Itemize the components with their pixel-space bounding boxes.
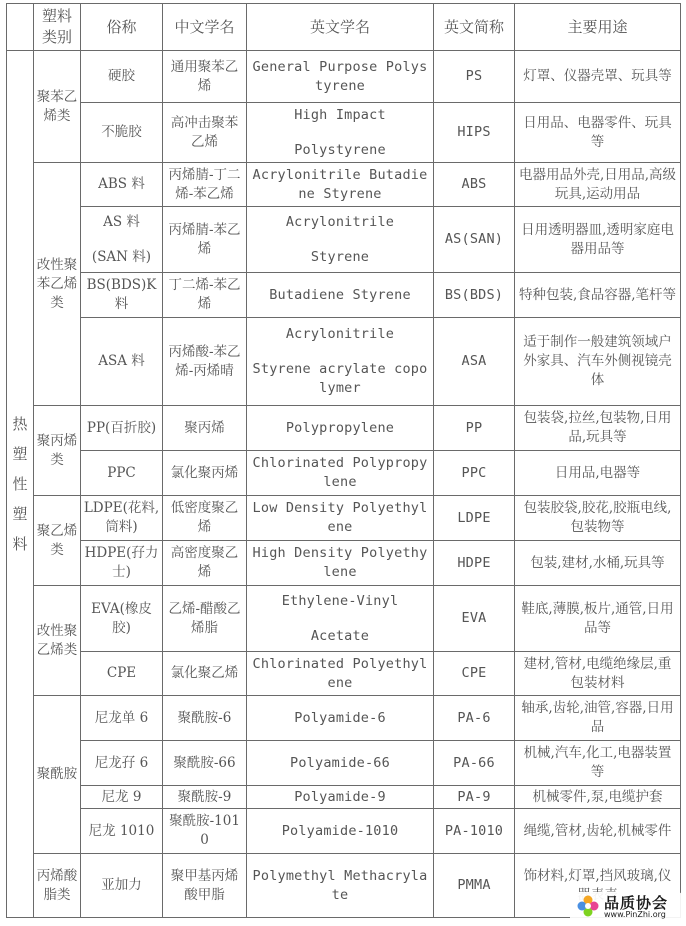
- english-name: High Density Polyethylene: [247, 541, 434, 586]
- chinese-name: 乙烯-醋酸乙烯脂: [163, 586, 247, 652]
- chinese-name: 丁二烯-苯乙烯: [163, 273, 247, 318]
- english-name: Low Density Polyethylene: [247, 496, 434, 541]
- english-name: Polyamide-1010: [247, 809, 434, 854]
- common-name: EVA(橡皮胶): [81, 586, 163, 652]
- header-common-name: 俗称: [81, 4, 163, 51]
- table-row: [7, 541, 681, 586]
- abbreviation: CPE: [434, 652, 515, 696]
- common-name: 尼龙 9: [81, 786, 163, 809]
- chinese-name: 聚甲基丙烯酸甲脂: [163, 854, 247, 918]
- abbreviation: AS(SAN): [434, 207, 515, 273]
- table-row: [7, 586, 681, 652]
- abbreviation: ABS: [434, 163, 515, 207]
- english-name: Acrylonitrile Styrene acrylate copolymer: [247, 318, 434, 406]
- table-row: [7, 741, 681, 786]
- english-name: Acrylonitrile Butadiene Styrene: [247, 163, 434, 207]
- usage: 建材,管材,电缆绝缘层,重包装材料: [515, 652, 681, 696]
- plastics-table: [6, 3, 681, 918]
- usage: 机械零件,泵,电缆护套: [515, 786, 681, 809]
- english-name: Chlorinated Polyethylene: [247, 652, 434, 696]
- common-name: 尼龙单 6: [81, 696, 163, 741]
- abbreviation: BS(BDS): [434, 273, 515, 318]
- header-chinese-name: 中文学名: [163, 4, 247, 51]
- usage: 鞋底,薄膜,板片,通管,日用品等: [515, 586, 681, 652]
- usage: 包装胶袋,胶花,胶瓶电线,包装物等: [515, 496, 681, 541]
- header-type: 塑料类别: [34, 4, 81, 51]
- abbreviation: PA-66: [434, 741, 515, 786]
- english-name: Polypropylene: [247, 406, 434, 451]
- abbreviation: HIPS: [434, 103, 515, 163]
- watermark-url: www.PinZhi.org: [604, 910, 666, 919]
- table-row: [7, 51, 681, 103]
- english-name: High Impact Polystyrene: [247, 103, 434, 163]
- common-name: AS 料 (SAN 料): [81, 207, 163, 273]
- chinese-name: 聚丙烯: [163, 406, 247, 451]
- usage: 电器用品外壳,日用品,高级玩具,运动用品: [515, 163, 681, 207]
- common-name: 亚加力: [81, 854, 163, 918]
- common-name: PP(百折胶): [81, 406, 163, 451]
- table-row: [7, 163, 681, 207]
- usage: 包装袋,拉丝,包装物,日用品,玩具等: [515, 406, 681, 451]
- common-name: 尼龙 1010: [81, 809, 163, 854]
- common-name: 尼龙孖 6: [81, 741, 163, 786]
- abbreviation: PPC: [434, 451, 515, 496]
- table-row: [7, 406, 681, 451]
- common-name: ABS 料: [81, 163, 163, 207]
- table-row: [7, 451, 681, 496]
- usage: 适于制作一般建筑领域户外家具、汽车外侧视镜壳体: [515, 318, 681, 406]
- chinese-name: 丙烯酸-苯乙烯-丙烯晴: [163, 318, 247, 406]
- usage: 包装,建材,水桶,玩具等: [515, 541, 681, 586]
- table-row: [7, 809, 681, 854]
- common-name: PPC: [81, 451, 163, 496]
- chinese-name: 聚酰胺-66: [163, 741, 247, 786]
- common-name: 不脆胶: [81, 103, 163, 163]
- group-acrylic: 丙烯酸脂类: [34, 854, 81, 918]
- english-name: Polyamide-9: [247, 786, 434, 809]
- table-row: [7, 207, 681, 273]
- header-usage: 主要用途: [515, 4, 681, 51]
- chinese-name: 高冲击聚苯乙烯: [163, 103, 247, 163]
- usage: 绳缆,管材,齿轮,机械零件: [515, 809, 681, 854]
- usage: 机械,汽车,化工,电器装置等: [515, 741, 681, 786]
- common-name: LDPE(花料,筒料): [81, 496, 163, 541]
- watermark: [570, 892, 682, 922]
- header-english-name: 英文学名: [247, 4, 434, 51]
- abbreviation: HDPE: [434, 541, 515, 586]
- english-name: Polyamide-66: [247, 741, 434, 786]
- table-row: [7, 496, 681, 541]
- chinese-name: 通用聚苯乙烯: [163, 51, 247, 103]
- common-name: 硬胶: [81, 51, 163, 103]
- flower-logo-icon: [576, 894, 600, 918]
- usage: 灯罩、仪器壳罩、玩具等: [515, 51, 681, 103]
- table-row: [7, 696, 681, 741]
- header-blank: [7, 4, 34, 51]
- english-name: Polyamide-6: [247, 696, 434, 741]
- chinese-name: 低密度聚乙烯: [163, 496, 247, 541]
- english-name: Acrylonitrile Styrene: [247, 207, 434, 273]
- english-name: Chlorinated Polypropylene: [247, 451, 434, 496]
- abbreviation: PS: [434, 51, 515, 103]
- watermark-title: 品质协会: [604, 894, 669, 912]
- english-name: Butadiene Styrene: [247, 273, 434, 318]
- abbreviation: PMMA: [434, 854, 515, 918]
- abbreviation: PA-1010: [434, 809, 515, 854]
- abbreviation: PP: [434, 406, 515, 451]
- header-abbreviation: 英文简称: [434, 4, 515, 51]
- abbreviation: EVA: [434, 586, 515, 652]
- chinese-name: 氯化聚乙烯: [163, 652, 247, 696]
- chinese-name: 丙烯腈-苯乙烯: [163, 207, 247, 273]
- group-polystyrene: 聚苯乙烯类: [34, 51, 81, 163]
- chinese-name: 聚酰胺-1010: [163, 809, 247, 854]
- usage: 日用透明器皿,透明家庭电器用品等: [515, 207, 681, 273]
- english-name: Polymethyl Methacrylate: [247, 854, 434, 918]
- abbreviation: ASA: [434, 318, 515, 406]
- header-row: [7, 4, 681, 51]
- common-name: BS(BDS)K 料: [81, 273, 163, 318]
- usage: 日用品,电器等: [515, 451, 681, 496]
- group-modified-polystyrene: 改性聚苯乙烯类: [34, 163, 81, 406]
- chinese-name: 聚酰胺-6: [163, 696, 247, 741]
- table-row: [7, 103, 681, 163]
- table-row: [7, 318, 681, 406]
- common-name: CPE: [81, 652, 163, 696]
- abbreviation: PA-6: [434, 696, 515, 741]
- english-name: General Purpose Polystyrene: [247, 51, 434, 103]
- chinese-name: 聚酰胺-9: [163, 786, 247, 809]
- usage: 饰材料,灯罩,挡风玻璃,仪: [515, 854, 681, 918]
- abbreviation: LDPE: [434, 496, 515, 541]
- group-polyamide: 聚酰胺: [34, 696, 81, 854]
- common-name: ASA 料: [81, 318, 163, 406]
- usage: 特种包装,食品容器,笔杆等: [515, 273, 681, 318]
- chinese-name: 高密度聚乙烯: [163, 541, 247, 586]
- chinese-name: 丙烯腈-丁二烯-苯乙烯: [163, 163, 247, 207]
- usage: 日用品、电器零件、玩具等: [515, 103, 681, 163]
- abbreviation: PA-9: [434, 786, 515, 809]
- common-name: HDPE(孖力士): [81, 541, 163, 586]
- group-polyethylene: 聚乙烯类: [34, 496, 81, 586]
- table-row: [7, 652, 681, 696]
- group-polypropylene: 聚丙烯类: [34, 406, 81, 496]
- group-modified-polyethylene: 改性聚乙烯类: [34, 586, 81, 696]
- top-category-label: 热 塑 性 塑 料: [7, 51, 34, 918]
- usage: 轴承,齿轮,油管,容器,日用品: [515, 696, 681, 741]
- table-row: [7, 786, 681, 809]
- chinese-name: 氯化聚丙烯: [163, 451, 247, 496]
- english-name: Ethylene-Vinyl Acetate: [247, 586, 434, 652]
- table-row: [7, 273, 681, 318]
